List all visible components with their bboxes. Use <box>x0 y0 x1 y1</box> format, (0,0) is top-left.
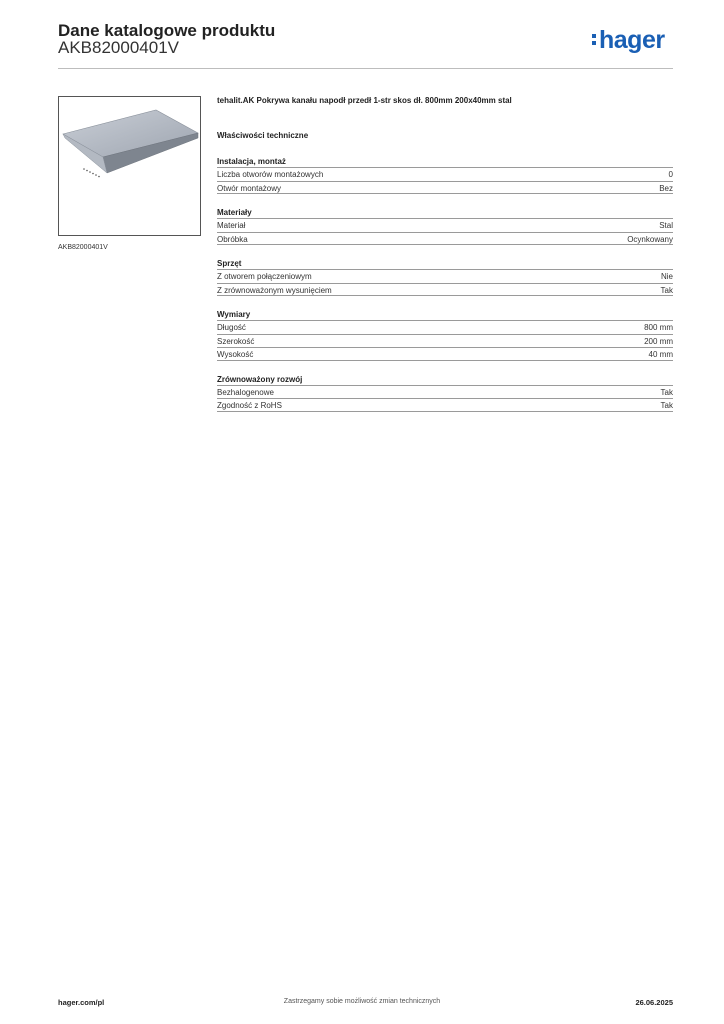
row-label: Wysokość <box>217 350 254 359</box>
section-hardware <box>217 259 673 296</box>
section-dimensions <box>217 310 673 361</box>
row-value: Tak <box>660 387 673 397</box>
row-label: Z zrównoważonym wysunięciem <box>217 285 332 295</box>
row-label: Obróbka <box>217 234 248 244</box>
table-row <box>217 218 673 232</box>
table-row <box>217 269 673 283</box>
cable-duct-cover-icon <box>59 97 200 235</box>
row-label: Długość <box>217 323 246 332</box>
section-installation <box>217 157 673 194</box>
product-code: AKB82000401V <box>58 38 179 57</box>
image-caption: AKB82000401V <box>58 244 108 251</box>
row-label: Zgodność z RoHS <box>217 401 282 410</box>
table-row <box>217 232 673 246</box>
row-value: 200 mm <box>644 336 673 346</box>
section-title: Instalacja, montaż <box>217 157 286 166</box>
section-sustainability <box>217 375 673 412</box>
table-row <box>217 181 673 195</box>
footer-website-link[interactable]: hager.com/pl <box>58 998 105 1007</box>
row-label: Bezhalogenowe <box>217 387 274 397</box>
product-details <box>217 96 673 412</box>
table-row <box>217 320 673 334</box>
row-label: Materiał <box>217 221 246 230</box>
table-row <box>217 283 673 297</box>
row-value: Tak <box>660 285 673 295</box>
table-row <box>217 385 673 399</box>
row-value: Bez <box>659 183 673 193</box>
section-title: Wymiary <box>217 310 251 319</box>
row-label: Liczba otworów montażowych <box>217 170 324 179</box>
row-value: 800 mm <box>644 323 673 332</box>
row-label: Otwór montażowy <box>217 183 282 193</box>
logo-text: hager <box>599 26 665 54</box>
row-label: Szerokość <box>217 336 255 346</box>
product-image <box>58 96 201 236</box>
table-row <box>217 334 673 348</box>
row-value: Tak <box>660 401 673 410</box>
section-title: Sprzęt <box>217 259 242 268</box>
row-value: 0 <box>668 170 673 179</box>
row-value: Stal <box>659 221 673 230</box>
table-row <box>217 398 673 412</box>
section-title: Zrównoważony rozwój <box>217 374 303 384</box>
footer-date: 26.06.2025 <box>635 998 673 1007</box>
row-value: Nie <box>660 272 673 281</box>
table-row <box>217 167 673 181</box>
technical-properties-title: Właściwości techniczne <box>217 131 309 140</box>
row-value: 40 mm <box>648 350 673 359</box>
product-description: tehalit.AK Pokrywa kanału napodł przedł 1-str skos dł. 800mm 200x40mm stal <box>217 96 512 105</box>
section-title: Materiały <box>217 208 252 217</box>
page-title: Dane katalogowe produktu <box>58 21 276 40</box>
row-label: Z otworem połączeniowym <box>217 272 312 281</box>
hager-logo <box>592 28 665 53</box>
section-materials <box>217 208 673 245</box>
row-value: Ocynkowany <box>627 234 673 244</box>
logo-dots-icon <box>592 31 597 47</box>
header-divider <box>58 68 673 69</box>
table-row <box>217 347 673 361</box>
footer-disclaimer: Zastrzegamy sobie możliwość zmian technicznych <box>283 998 441 1005</box>
